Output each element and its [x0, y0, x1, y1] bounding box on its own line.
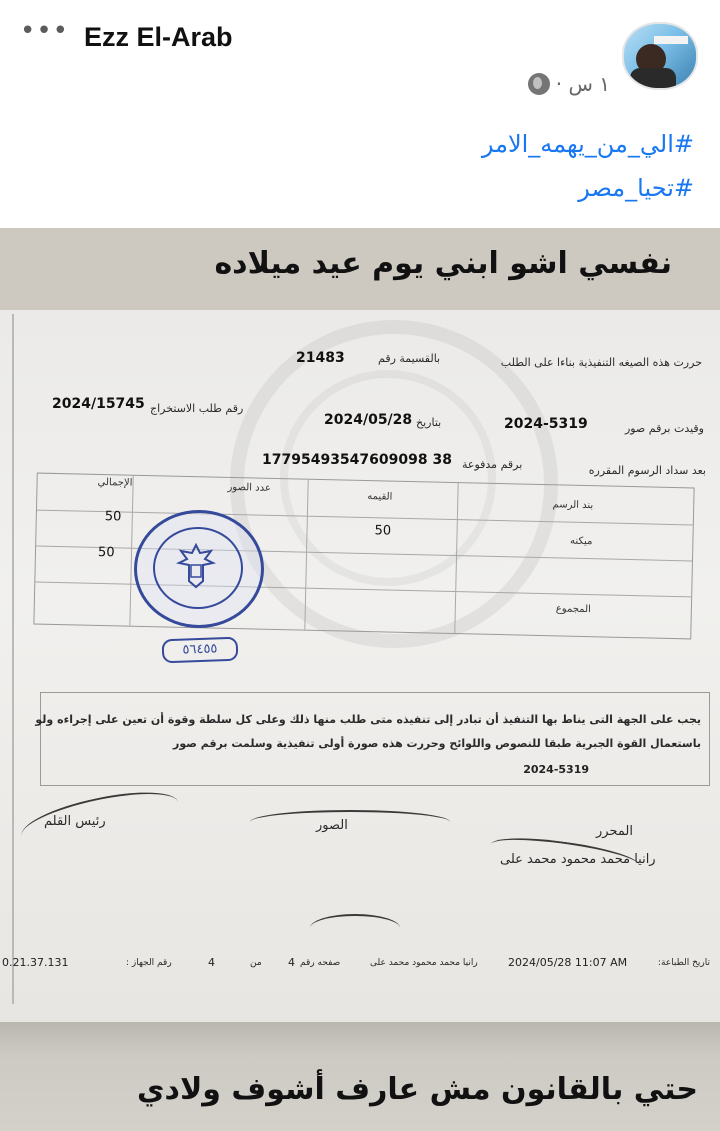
sig-head-label: رئيس القلم	[44, 814, 106, 829]
doc-line3-label: وقيدت برقم صور	[624, 422, 704, 435]
signature-stroke	[310, 914, 400, 942]
page-of: من	[250, 958, 262, 968]
caption-band-bottom	[0, 1022, 720, 1131]
fee-table	[33, 473, 694, 640]
doc-line2-number: 2024/15745	[52, 396, 145, 412]
official-seal	[134, 510, 264, 628]
avatar-sign	[654, 36, 688, 44]
post-photo[interactable]	[0, 228, 720, 1131]
table-header-total: الإجمالي	[97, 476, 133, 489]
hashtag-link-2[interactable]: #تحيا_مصر	[578, 174, 694, 202]
sig-editor-label: المحرر	[596, 824, 633, 839]
device-label: رقم الجهاز :	[126, 958, 172, 968]
table-row-item: المجموع	[555, 603, 591, 616]
seal-number: ٥٦٤٥٥	[162, 637, 239, 664]
table-divider	[129, 476, 133, 626]
table-divider	[454, 483, 458, 633]
table-header-value: القيمه	[367, 491, 393, 503]
globe-icon	[528, 73, 550, 95]
avatar[interactable]	[622, 22, 698, 90]
caption-band-top	[0, 228, 720, 310]
doc-line3-number: 2024-5319	[504, 416, 588, 432]
print-date-label: تاريخ الطباعة:	[657, 958, 710, 968]
signature-stroke	[17, 782, 182, 856]
table-row-total: 50	[97, 544, 115, 561]
signature-stroke	[250, 810, 450, 834]
post-header	[0, 0, 720, 110]
device-ip: 0.21.37.131	[2, 956, 69, 969]
page-current: 4	[288, 956, 295, 969]
editor-name: رانيا محمد محمود محمد على	[500, 852, 656, 867]
caption-top: نفسي اشو ابني يوم عيد ميلاده	[214, 246, 672, 281]
doc-line1-mid: بالقسيمة رقم	[378, 352, 441, 365]
post-time[interactable]: ١ س ·	[555, 72, 610, 96]
print-user: رانيا محمد محمود محمد على	[370, 958, 478, 968]
notice-box	[35, 692, 710, 786]
table-header-count: عدد الصور	[227, 481, 271, 494]
table-divider	[304, 480, 308, 630]
doc-line4-mid: برقم مدفوعة	[462, 458, 523, 471]
doc-line4-number: 17795493547609098 38	[262, 452, 452, 468]
doc-line2-label: رقم طلب الاستخراج	[150, 402, 244, 415]
doc-line1-number: 21483	[296, 350, 345, 366]
paper-margin-line	[12, 314, 14, 1004]
notice-line-2: باستعمال القوة الجبرية طبقا للنصوص واللوائح وحررت هذه صورة أولى تنفيذية وسلمت برقم صور	[173, 737, 701, 750]
doc-line4-label: بعد سداد الرسوم المقرره	[588, 464, 706, 477]
avatar-shirt	[630, 68, 676, 90]
table-row-value: 50	[374, 523, 392, 539]
doc-line3-date: 2024/05/28	[324, 412, 413, 428]
table-divider	[37, 510, 693, 526]
document-paper	[0, 310, 720, 1022]
hashtag-link-1[interactable]: #الي_من_يهمه_الامر	[481, 130, 694, 158]
page-total: 4	[208, 956, 215, 969]
notice-number: 2024-5319	[523, 763, 589, 776]
table-row-total: 50	[104, 509, 122, 525]
doc-line1-label: حررت هذه الصيغه التنفيذية بناءا على الطلب	[500, 356, 702, 369]
notice-line-1: يجب على الجهة التى يناط بها التنفيذ أن تبادر إلى تنفيذه متى طلب منها ذلك وعلى كل سلطة وقوة أن تعين على إجراءه ولو	[35, 713, 701, 726]
sig-photo-label: الصور	[316, 818, 348, 833]
author-name[interactable]: Ezz El-Arab	[84, 22, 233, 52]
table-divider	[35, 582, 691, 598]
more-options-icon[interactable]: •••	[20, 16, 70, 46]
caption-bottom: حتي بالقانون مش عارف أشوف ولادي	[137, 1072, 698, 1107]
table-row-item: ميكنه	[569, 535, 593, 548]
eagle-icon	[173, 541, 219, 591]
page-label: صفحه رقم	[300, 958, 341, 968]
table-header-item: بند الرسم	[552, 499, 594, 512]
post-meta	[528, 72, 610, 96]
print-date: 2024/05/28 11:07 AM	[508, 956, 628, 969]
doc-line3-date-label: بتاريخ	[416, 416, 442, 429]
